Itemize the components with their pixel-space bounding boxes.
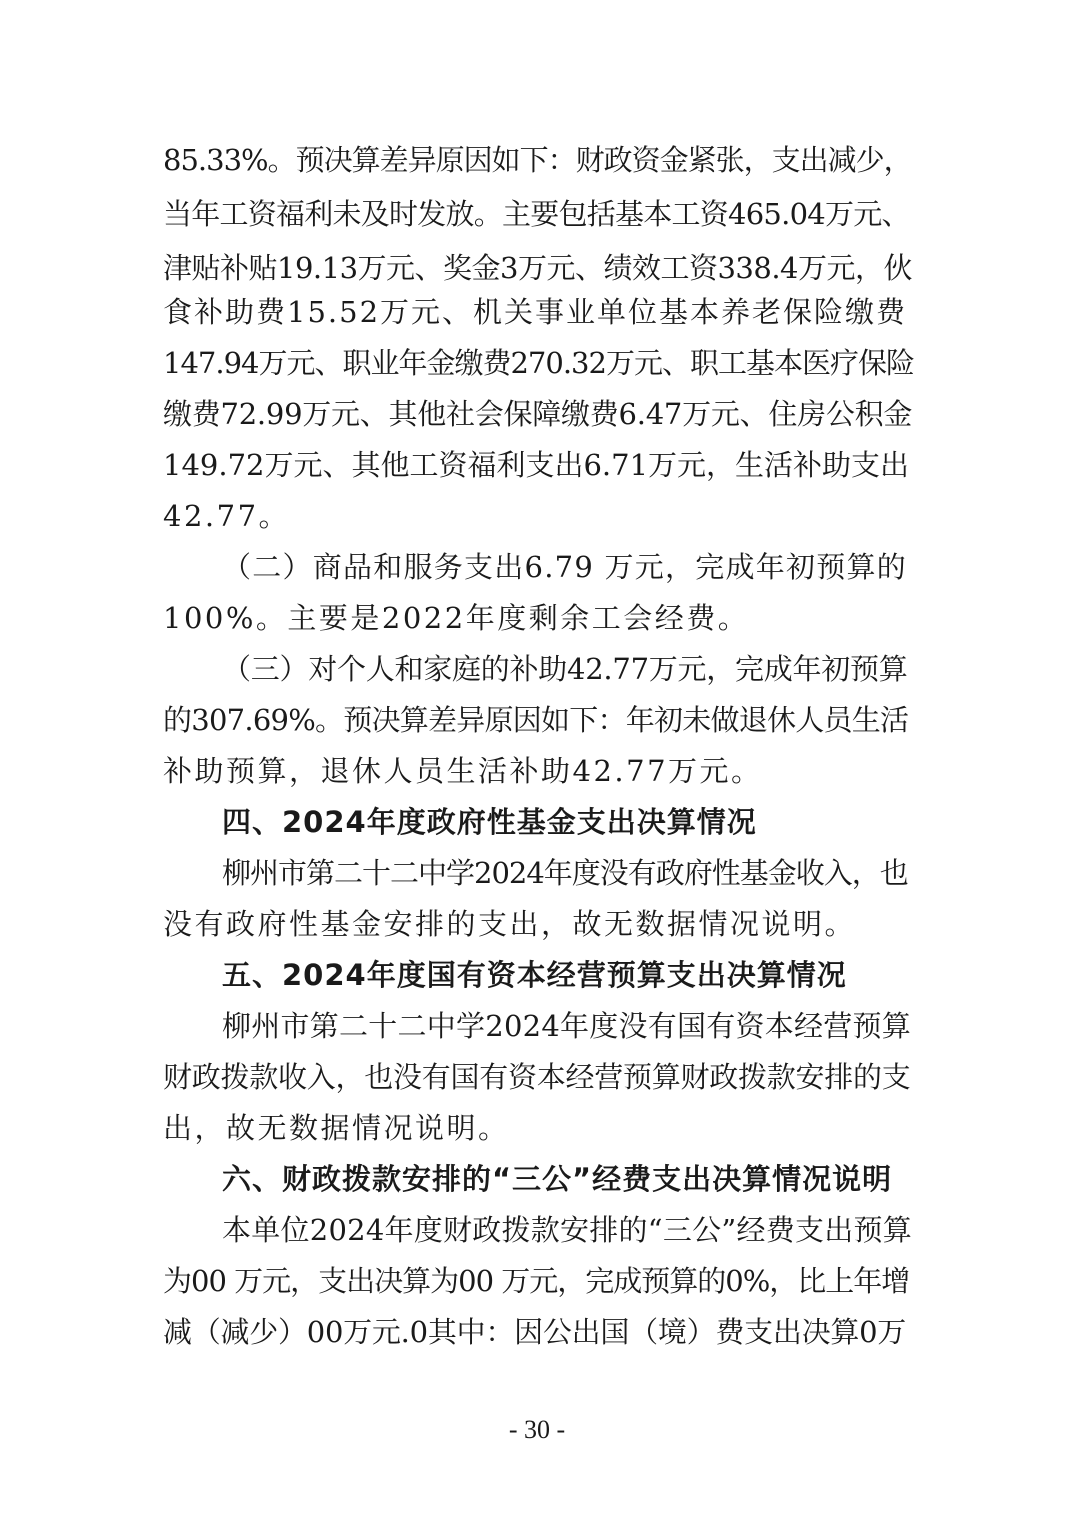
body-line: 财政拨款收入，也没有国有资本经营预算财政拨款安排的支	[163, 1060, 911, 1094]
body-line: 补助预算，退休人员生活补助42.77万元。	[163, 754, 763, 788]
body-line: 柳州市第二十二中学2024年度没有国有资本经营预算	[222, 1009, 912, 1043]
section-heading-4: 四、2024年度政府性基金支出决算情况	[222, 805, 757, 839]
body-line: 减（减少）00万元.0其中：因公出国（境）费支出决算0万	[163, 1315, 907, 1349]
section-heading-6: 六、财政拨款安排的“三公”经费支出决算情况说明	[222, 1162, 893, 1196]
section-2-paragraph: （二）商品和服务支出6.79 万元，完成年初预算的	[222, 550, 908, 584]
body-line: 当年工资福利未及时发放。主要包括基本工资465.04万元、	[163, 197, 910, 231]
body-line: 的307.69%。预决算差异原因如下：年初未做退休人员生活	[163, 703, 909, 737]
section-3-paragraph: （三）对个人和家庭的补助42.77万元，完成年初预算	[222, 652, 908, 686]
body-line: 缴费72.99万元、其他社会保障缴费6.47万元、住房公积金	[163, 397, 913, 431]
body-line: 42.77。	[163, 499, 291, 533]
body-line: 柳州市第二十二中学2024年度没有政府性基金收入，也	[222, 856, 908, 890]
body-line: 没有政府性基金安排的支出，故无数据情况说明。	[163, 907, 857, 941]
body-line: 食补助费15.52万元、机关事业单位基本养老保险缴费	[163, 295, 908, 329]
body-line: 为00 万元，支出决算为00 万元，完成预算的0%，比上年增	[163, 1264, 910, 1298]
section-heading-5: 五、2024年度国有资本经营预算支出决算情况	[222, 958, 847, 992]
body-line: 100%。主要是2022年度剩余工会经费。	[163, 601, 750, 635]
body-line: 147.94万元、职业年金缴费270.32万元、职工基本医疗保险	[163, 346, 914, 380]
body-line: 出，故无数据情况说明。	[163, 1111, 510, 1145]
body-line: 149.72万元、其他工资福利支出6.71万元，生活补助支出	[163, 448, 910, 482]
body-line: 本单位2024年度财政拨款安排的“三公”经费支出预算	[222, 1213, 912, 1247]
page-number: - 30 -	[508, 1415, 566, 1444]
body-line: 津贴补贴19.13万元、奖金3万元、绩效工资338.4万元，伙	[163, 251, 912, 285]
body-line: 85.33%。预决算差异原因如下：财政资金紧张，支出减少，	[163, 143, 912, 177]
